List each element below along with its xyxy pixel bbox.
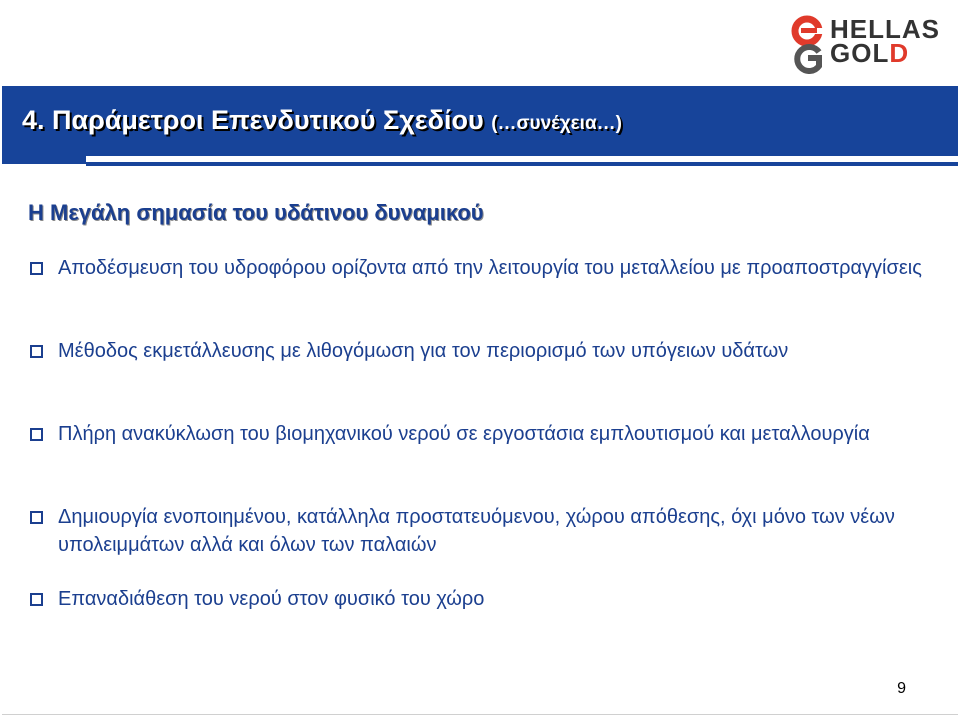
bullet-item: [30, 585, 940, 613]
bullet-item: [30, 503, 940, 559]
checkbox-bullet-icon: [30, 345, 43, 358]
checkbox-bullet-icon: [30, 593, 43, 606]
footer-divider: [2, 714, 958, 715]
bullet-text: Πλήρη ανακύκλωση του βιομηχανικού νερού σε εργοστάσια εμπλουτισμού και μεταλλουργία: [58, 423, 870, 445]
bullet-text: Επαναδιάθεση του νερού στον φυσικό του χώρο: [58, 588, 485, 610]
logo-line-2-accent: D: [889, 38, 910, 68]
logo-wordmark: [830, 16, 940, 66]
bullet-text: Δημιουργία ενοποιημένου, κατάλληλα προστατευόμενου, χώρου απόθεσης, όχι μόνο των νέων υπολειμμάτων αλλά και όλων των παλαιών: [58, 506, 895, 556]
section-subheading: Η Μεγάλη σημασία του υδάτινου δυναμικού: [28, 200, 484, 225]
hellas-gold-logo-mark-icon: [790, 14, 824, 74]
logo-line-1: HELLAS: [830, 14, 940, 44]
bullet-item: [30, 337, 940, 365]
slide-title: [22, 105, 622, 136]
checkbox-bullet-icon: [30, 511, 43, 524]
bullet-item: [30, 254, 940, 282]
bullet-text: Μέθοδος εκμετάλλευσης με λιθογόμωση για τον περιορισμό των υπόγειων υδάτων: [58, 340, 789, 362]
slide-title-main: 4. Παράμετροι Επενδυτικού Σχεδίου: [22, 105, 484, 135]
page-number: 9: [897, 680, 906, 697]
title-bar-tab: [2, 156, 86, 164]
checkbox-bullet-icon: [30, 428, 43, 441]
bullet-item: [30, 420, 940, 448]
logo-line-2-main: GOL: [830, 38, 890, 68]
company-logo: [790, 14, 952, 74]
checkbox-bullet-icon: [30, 262, 43, 275]
title-bar: [2, 86, 958, 156]
bullet-text: Αποδέσμευση του υδροφόρου ορίζοντα από την λειτουργία του μεταλλείου με προαποστραγγίσεις: [58, 257, 922, 279]
slide-title-continued: (…συνέχεια…): [491, 113, 622, 134]
title-divider: [86, 162, 958, 166]
